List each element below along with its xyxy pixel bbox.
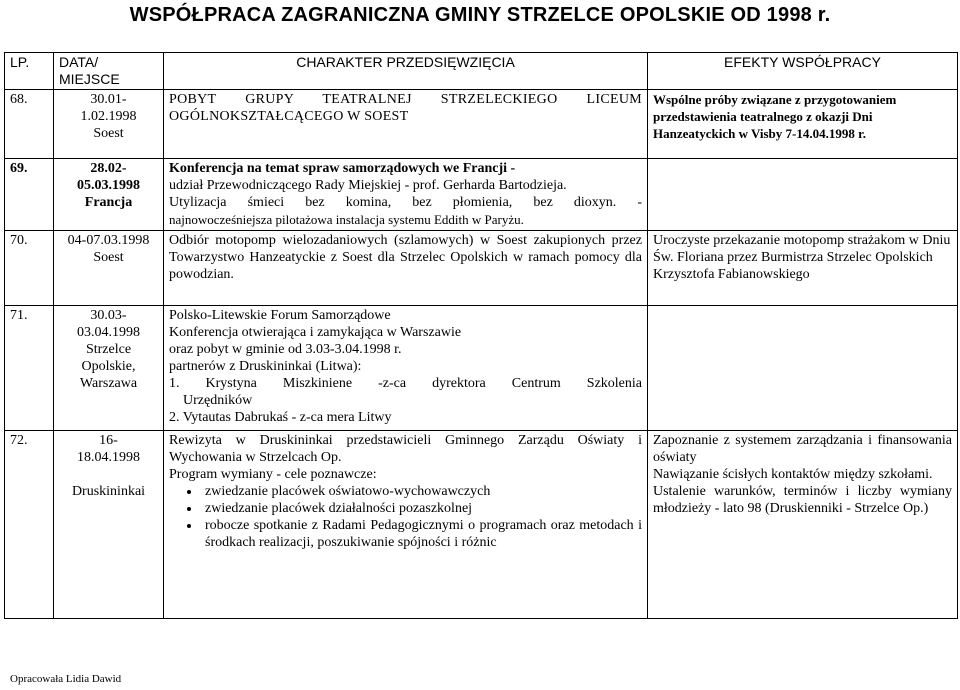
row-date (54, 90, 164, 159)
date-line: 05.03.1998 (77, 178, 140, 193)
footer-author: Opracowała Lidia Dawid (10, 673, 122, 685)
row-date (54, 306, 164, 431)
character-text: Program wymiany - cele poznawcze: (169, 467, 377, 482)
character-text: 1. Krystyna Miszkiniene -z-ca dyrektora Centrum Szkolenia (169, 376, 642, 391)
spacer (59, 466, 158, 483)
character-text: 2. Vytautas Dabrukaś - z-ca mera Litwy (169, 410, 392, 425)
character-text: Odbiór motopomp wielozadaniowych (szlamowych) w Soest zakupionych przez Towarzystwo Hanzeatyckie z Soest dla Strzelec Opolskich w ramach pomocy dla powodzian. (169, 233, 642, 282)
row-effects (648, 431, 958, 619)
row-character (164, 90, 648, 159)
character-text: najnowocześniejsza pilotażowa instalacja systemu Eddith w Paryżu. (169, 212, 524, 227)
row-date (54, 431, 164, 619)
character-text: partnerów z Druskininkai (Litwa): (169, 359, 362, 374)
place-line: Druskininkai (71, 484, 146, 499)
date-line: 1.02.1998 (80, 109, 137, 124)
character-text: Urzędników (183, 393, 253, 408)
row-date (54, 159, 164, 231)
header-date: DATA/ MIEJSCE (54, 53, 164, 90)
place-line: Francja (84, 195, 133, 210)
date-line: 28.02- (90, 161, 127, 176)
list-item: • robocze spotkanie z Radami Pedagogicznymi o programach oraz metodach i środkach realizacji, poszukiwanie spójności i różnic (201, 517, 642, 551)
row-effects (648, 159, 958, 231)
table-row (5, 159, 958, 231)
header-effects: EFEKTY WSPÓŁPRACY (648, 53, 958, 90)
row-date (54, 231, 164, 306)
program-list (169, 483, 642, 551)
place-line: Soest (93, 250, 124, 265)
effects-text: Zapoznanie z systemem zarządzania i finansowania oświaty (653, 433, 952, 465)
row-character (164, 306, 648, 431)
character-text: Konferencja otwierająca i zamykająca w Warszawie (169, 325, 462, 340)
row-lp: 70. (5, 231, 54, 306)
row-effects (648, 90, 958, 159)
row-effects (648, 231, 958, 306)
table-row (5, 431, 958, 619)
character-text: Utylizacja śmieci bez komina, bez płomienia, bez dioxyn. - (169, 195, 642, 210)
date-line: 04-07.03.1998 (67, 233, 150, 248)
cooperation-table (4, 52, 958, 619)
character-text: POBYT GRUPY TEATRALNEJ STRZELECKIEGO LICEUM OGÓLNOKSZTAŁCĄCEGO W SOEST (169, 92, 642, 124)
place-line: Strzelce (85, 342, 132, 357)
table-row (5, 90, 958, 159)
character-text: Rewizyta w Druskininkai przedstawicieli Gminnego Zarządu Oświaty i Wychowania w Strzelcach Op. (169, 433, 642, 465)
row-lp: 72. (5, 431, 54, 619)
effects-text: Wspólne próby związane z przygotowaniem przedstawienia teatralnego z okazji Dni Hanzeatyckich w Visby 7-14.04.1998 r. (653, 92, 897, 141)
row-character (164, 231, 648, 306)
row-character (164, 159, 648, 231)
list-item: • zwiedzanie placówek działalności pozaszkolnej (201, 500, 642, 517)
place-line: Soest (93, 126, 124, 141)
character-text: Konferencja na temat spraw samorządowych we Francji - (169, 161, 516, 176)
table-row (5, 231, 958, 306)
header-lp: LP. (5, 53, 54, 90)
table-row (5, 306, 958, 431)
row-lp: 71. (5, 306, 54, 431)
date-line: 03.04.1998 (77, 325, 140, 340)
list-item: • zwiedzanie placówek oświatowo-wychowawczych (201, 483, 642, 500)
effects-text: Ustalenie warunków, terminów i liczby wymiany młodzieży - lato 98 (Druskienniki - Strzelce Op.) (653, 484, 952, 516)
row-character (164, 431, 648, 619)
character-text: Polsko-Litewskie Forum Samorządowe (169, 308, 391, 323)
date-line: 30.01- (90, 92, 127, 107)
place-line: Warszawa (79, 376, 138, 391)
date-line: 30.03- (90, 308, 127, 323)
page-title: WSPÓŁPRACA ZAGRANICZNA GMINY STRZELCE OPOLSKIE OD 1998 r. (129, 4, 831, 26)
character-text: oraz pobyt w gminie od 3.03-3.04.1998 r. (169, 342, 402, 357)
table-header-row (5, 53, 958, 90)
row-lp: 69. (5, 159, 54, 231)
effects-text: Nawiązanie ścisłych kontaktów między szkołami. (653, 467, 933, 482)
date-line: 18.04.1998 (77, 450, 140, 465)
header-character: CHARAKTER PRZEDSIĘWZIĘCIA (164, 53, 648, 90)
place-line: Opolskie, (81, 359, 136, 374)
row-lp: 68. (5, 90, 54, 159)
effects-text: Uroczyste przekazanie motopomp strażakom w Dniu Św. Floriana przez Burmistrza Strzelec Opolskich Krzysztofa Fabianowskiego (653, 233, 951, 282)
row-effects (648, 306, 958, 431)
character-text: udział Przewodniczącego Rady Miejskiej - prof. Gerharda Bartodzieja. (169, 178, 567, 193)
date-line: 16- (99, 433, 118, 448)
